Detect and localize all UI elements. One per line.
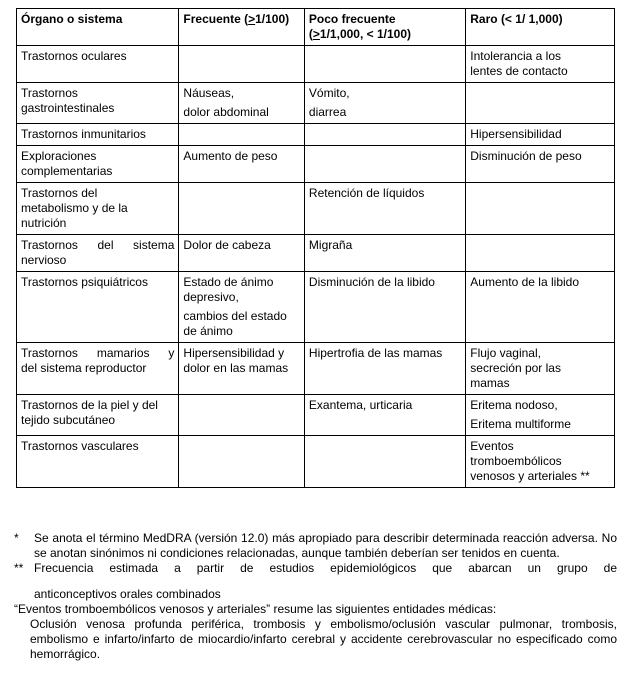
frequent-cell — [179, 343, 305, 395]
frequent-cell — [179, 436, 305, 488]
cell-text-line: Eritema multiforme — [470, 417, 571, 431]
header-uncommon-line2: (>1/1,000, < 1/100) — [308, 27, 411, 41]
cell-text-line: Trastornos del sistema — [21, 238, 175, 252]
uncommon-cell — [304, 272, 465, 343]
frequent-cell — [179, 272, 305, 343]
rare-cell — [466, 183, 615, 235]
frequent-cell — [179, 124, 305, 146]
organ-cell — [17, 46, 179, 83]
header-organ-system: Órgano o sistema — [17, 9, 179, 46]
cell-text-line: Vómito, — [308, 86, 350, 100]
rare-cell — [466, 83, 615, 124]
uncommon-cell — [304, 124, 465, 146]
header-frequent: Frecuente (>1/100) — [179, 9, 305, 46]
cell-text-line: dolor abdominal — [183, 105, 269, 119]
footnote-1-text: Se anota el término MedDRA (versión 12.0) más apropiado para describir determinada reacción adversa. No se anotan sinónimos ni condiciones relacionadas, aunque también deberían ser tenidos en cuenta. — [34, 531, 617, 560]
rare-cell — [466, 124, 615, 146]
cell-text-line: Trastornos de la piel y del — [21, 398, 158, 412]
organ-cell — [17, 395, 179, 436]
table-row — [17, 124, 615, 146]
cell-text-line: Trastornos oculares — [21, 49, 127, 63]
cell-text-line: Estado de ánimo — [183, 275, 274, 289]
frequent-cell — [179, 46, 305, 83]
footnote-2-mark: ** — [14, 561, 24, 575]
cell-text-line: Disminución de la libido — [308, 275, 435, 289]
rare-cell — [466, 46, 615, 83]
uncommon-cell — [304, 235, 465, 272]
cell-text-line: Hipersensibilidad — [470, 127, 562, 141]
organ-cell — [17, 124, 179, 146]
cell-text-line: complementarias — [21, 164, 113, 178]
footnote-2-text: Frecuencia estimada a partir de estudios epidemiológicos que abarcan un grupo de — [34, 561, 617, 575]
cell-text-line: Flujo vaginal, — [470, 346, 541, 360]
cell-text-line: Aumento de peso — [183, 149, 278, 163]
table-row — [17, 343, 615, 395]
cell-text-line: Trastornos — [21, 86, 78, 100]
cell-text-line: Eritema nodoso, — [470, 398, 558, 412]
cell-text-line: Eventos — [470, 439, 514, 453]
rare-cell — [466, 272, 615, 343]
cell-text-line: Hipertrofia de las mamas — [308, 346, 443, 360]
uncommon-cell — [304, 83, 465, 124]
cell-text-line: tejido subcutáneo — [21, 413, 116, 427]
cell-text-line: Trastornos mamarios y — [21, 346, 175, 360]
cell-text-line: venosos y arteriales ** — [470, 469, 590, 483]
table-row — [17, 395, 615, 436]
uncommon-cell — [304, 436, 465, 488]
footnote-1-mark: * — [14, 531, 19, 545]
table-row — [17, 146, 615, 183]
cell-text-line: nervioso — [21, 253, 67, 267]
cell-text-line: Trastornos inmunitarios — [21, 127, 146, 141]
uncommon-cell — [304, 343, 465, 395]
frequent-cell — [179, 83, 305, 124]
cell-text-line: Náuseas, — [183, 86, 235, 100]
rare-cell — [466, 395, 615, 436]
header-uncommon-line1: Poco frecuente — [308, 12, 396, 26]
cell-text-line: Migraña — [308, 238, 353, 252]
table-row — [17, 436, 615, 488]
cell-text-line: tromboembólicos — [470, 454, 562, 468]
organ-cell — [17, 343, 179, 395]
footnote-2 — [14, 561, 617, 576]
table-header-row — [17, 9, 615, 46]
table-row — [17, 83, 615, 124]
cell-text-line: Retención de líquidos — [308, 186, 425, 200]
organ-cell — [17, 436, 179, 488]
cell-text-line: cambios del estado — [183, 309, 287, 323]
table-row — [17, 235, 615, 272]
cell-text-line: secreción por las — [470, 361, 561, 375]
cell-text-line: dolor en las mamas — [183, 361, 289, 375]
cell-text-line: mamas — [470, 376, 510, 390]
organ-cell — [17, 146, 179, 183]
cell-text-line: lentes de contacto — [470, 64, 568, 78]
uncommon-cell — [304, 146, 465, 183]
rare-cell — [466, 235, 615, 272]
footnote-3-heading: “Eventos tromboembólicos venosos y arteriales” resume las siguientes entidades médicas: — [14, 602, 497, 616]
frequent-cell — [179, 183, 305, 235]
frequent-cell — [179, 146, 305, 183]
rare-cell — [466, 343, 615, 395]
cell-text-line: de ánimo — [183, 324, 233, 338]
cell-text-line: Dolor de cabeza — [183, 238, 271, 252]
organ-cell — [17, 272, 179, 343]
table-row — [17, 46, 615, 83]
organ-cell — [17, 83, 179, 124]
cell-text-line: Trastornos vasculares — [21, 439, 139, 453]
cell-text-line: Hipersensibilidad y — [183, 346, 285, 360]
adverse-reactions-table — [16, 8, 615, 488]
footnote-1 — [14, 531, 617, 561]
organ-cell — [17, 235, 179, 272]
uncommon-cell — [304, 46, 465, 83]
table-row — [17, 183, 615, 235]
frequent-cell — [179, 235, 305, 272]
cell-text-line: Aumento de la libido — [470, 275, 580, 289]
cell-text-line: del sistema reproductor — [21, 361, 147, 375]
cell-text-line: depresivo, — [183, 290, 239, 304]
organ-cell — [17, 183, 179, 235]
footnote-3-detail: Oclusión venosa profunda periférica, trombosis y embolismo/oclusión vascular pulmonar, trombosis, embolismo e infarto/infarto de miocardio/infarto cerebral y accidente cerebrovascular no especificado como hemorrágico. — [30, 617, 617, 661]
cell-text-line: Exantema, urticaria — [308, 398, 413, 412]
uncommon-cell — [304, 395, 465, 436]
cell-text-line: Exploraciones — [21, 149, 97, 163]
cell-text-line: gastrointestinales — [21, 101, 115, 115]
cell-text-line: metabolismo y de la — [21, 201, 128, 215]
uncommon-cell — [304, 183, 465, 235]
cell-text-line: diarrea — [308, 105, 347, 119]
header-uncommon — [304, 9, 465, 46]
header-rare: Raro (< 1/ 1,000) — [466, 9, 615, 46]
footnotes — [14, 531, 617, 662]
rare-cell — [466, 436, 615, 488]
footnote-2-continuation: anticonceptivos orales combinados — [34, 587, 221, 601]
cell-text-line: Trastornos del — [21, 186, 98, 200]
cell-text-line: Disminución de peso — [470, 149, 582, 163]
frequent-cell — [179, 395, 305, 436]
cell-text-line: Intolerancia a los — [470, 49, 561, 63]
table-body — [17, 46, 615, 488]
cell-text-line: Trastornos psiquiátricos — [21, 275, 148, 289]
rare-cell — [466, 146, 615, 183]
cell-text-line: nutrición — [21, 216, 67, 230]
table-row — [17, 272, 615, 343]
